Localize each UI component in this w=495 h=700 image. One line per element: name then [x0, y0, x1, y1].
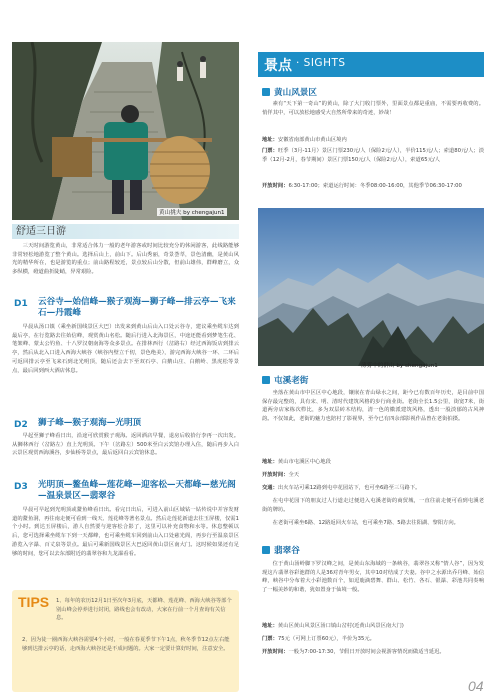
- sight-desc: 位于黄山汤岭脚下罗汉峰之间，是黄山东海域的一条峡谷，翡翠谷又称“情人谷”，因为发现这片翡翠谷彩池群的人是36对青年男女，其中10对结成了夫妻。谷中之水源出乔丹峰、始信峰，峡谷中分布着大小彩池数百个，如逗鹿滴碧舞、群山、松竹、各石、银瀑、彩池共同奏响了一幅美妙的和谐，犹如置身于仙境一般。: [262, 561, 484, 594]
- route-title: 狮子峰—猴子观海—光明顶: [38, 418, 142, 428]
- sights-banner-en: · SIGHTS: [296, 57, 346, 69]
- porter-photo: [12, 42, 239, 220]
- sight-title-text: 翡翠谷: [274, 546, 300, 556]
- sight-desc: 素有“天下第一奇山”的黄山，除了大门收门票外，里面景点都是重庙，不需要再收费的。悄佯其中，可以放松地感受大自然所带来的奇迹，妙哉！: [262, 101, 484, 116]
- mountains-photo: [258, 208, 484, 366]
- sight-field: 地址：黄山区黄山风景区汤口镇山岔村(近黄山风景区南大门): [262, 623, 404, 629]
- camera-icon: [262, 546, 270, 554]
- sights-banner: [258, 52, 484, 77]
- route-day-label: D3: [14, 482, 28, 492]
- tips-box: [12, 590, 239, 692]
- route-day-1: [12, 297, 239, 407]
- sight-field: 开放时间：全天: [262, 472, 300, 478]
- sights-banner-cn: 景点: [264, 58, 292, 74]
- sight-field: 地址：黄山市屯溪区中心地段: [262, 459, 331, 465]
- sight-title-feicuigu: [262, 544, 300, 556]
- route-body: 早起至狮子峰看日出，沿途可欣赏猴子观海。返回酒店早餐，退房后收拾行李再一次出发。从狮林西行（岔路左）直上光明顶。下午（岔路左）500米至白云宾馆办理入住，随后再步入白云景区观赏西海溪谷，步仙桥等景点，最后返回白云宾馆休息。: [12, 433, 239, 457]
- tips-label: TIPS: [18, 594, 50, 610]
- route-day-label: D2: [14, 420, 28, 430]
- mountains-illustration: [258, 208, 484, 366]
- sight-title-text: 黄山风景区: [274, 88, 317, 98]
- camera-icon: [262, 88, 270, 96]
- sight-field: 门票：旺季（3月-11月）景区门票230元/人（保险2元/人），半价115元/人；索道80元/人；淡季（12月-2月，春节期间）景区门票150元/人（保险2元/人），索道65元/人: [262, 148, 484, 163]
- porter-photo-caption: 黄山挑夫 by chengajun1: [159, 210, 225, 216]
- sight-title-huangshan: [262, 86, 317, 98]
- porter-illustration: [12, 42, 239, 220]
- sight-title-tunxi: [262, 374, 308, 386]
- intro-paragraph: 三天时间游览黄山，非常适合体力一般的老年游客或时间比较充分的休闲游客，此线路能够非常轻松地游览了整个黄山。选择后山上，前山下。后山秀丽，奇景荟萃，景色清幽，是黄山风光的精华所在，也是游览的重点；前山路程较近，景点较后山分散，但前山雄伟，群峰磨立，众多纵横，磴道曲折陡峭，异常艰险。: [12, 243, 239, 276]
- route-day-2: [12, 418, 239, 478]
- route-body: 早晨可早起到光明顶或鳌鱼峰看日出。看完日出后，可进入前山区域钻一钻传说中并容发财道的鳌鱼洞，再往南走便可看到一线天、莲花峰等著名景点。然后走莲花新道去往玉屏楼，仅需1个小时。到达玉屏楼后，游人自然要与迎客松合影了，这里可以补充食物和水等。休息整顿以后，您可选择乘坐缆车下到一天都峰，也可乘坐缆车回到前山入口处慈光阁，再步行至温泉景区游览入字瀑、百丈泉等景点。最后可乘新国线景区大巴返回黄山景区南大门。这时候如果还有足够的时间，您可以去东部附近的翡翠谷和九龙瀑看看。: [12, 507, 239, 557]
- section-title: 舒适三日游: [12, 224, 239, 239]
- sight-field: 地址：安徽省南部黄山市黄山区境内: [262, 137, 347, 143]
- mountains-photo-caption: 薄雾中的群山 by chengajun1: [361, 363, 438, 369]
- sight-field: 开放时间：6:30-17:00；索道运行时间：冬季08:00-16:00，其他季节06:30-17:00: [262, 183, 462, 189]
- route-day-3: [12, 480, 239, 588]
- sight-field: 交通：出火车站可乘12路到屯中花园站下，也可坐6路至三马路下。: [262, 485, 421, 491]
- tip-item-1: 1、每年的农历12月1日至次年3月底，天都峰、莲花峰、西海大峡谷等部个别山峰会停养进行封闭，路线也会有改动，大家在行前一个月查询有关信息。: [56, 598, 232, 622]
- sight-field: 门票：75元（可网上订票60元），半价为35元。: [262, 636, 375, 642]
- sight-field: 开放时间：一般为7:00-17:30，节假日开放时间会视游客情况而做适当延迟。: [262, 649, 445, 655]
- route-title: 光明顶—鳌鱼峰—莲花峰—迎客松—天都峰—慈光阁—温泉景区—翡翠谷: [38, 480, 236, 501]
- tip-item-2: 2、因为徒一圈西海大峡谷需要4个小时，一般在春夏季节下午1点，秋冬季节12点左右能够到达排云亭的话，走西海大峡谷还是不成问题的。大家一定要计算好时间，注意安全。: [22, 637, 230, 652]
- page-number: 04: [468, 678, 484, 694]
- route-body: 早晨从汤口镇（乘坐新国线景区大巴）出发来到黄山后山入口处云谷寺，建议乘坐缆车达到最后亭，在行览路去往始信峰，观赏黄山名松。随后行进入北海景区，中途还能看到梦笔生花、笔架峰、蒙太公钓鱼、十八罗汉朝南海等众多景点。在排林西行（岔路右）经过西海饭店到排云亭，然后从北入口进入西海大峡谷（峡谷内壁立千仞，景色绝美），游完西海大峡谷一环、二环后可返回排云亭至飞来石到北光明顶，随后还会去下至双石亭、白鹅山庄、白鹅岭、黑虎松等景点，最后回到西大酒店休息。: [12, 324, 239, 374]
- sight-title-text: 屯溪老街: [274, 376, 309, 386]
- camera-icon: [262, 376, 270, 384]
- route-title: 云谷寺—始信峰—猴子观海—狮子峰—排云亭—飞来石—丹霞峰: [38, 297, 236, 318]
- route-day-label: D1: [14, 299, 28, 309]
- sight-extra: 在屯中花园下的朋友过人行道走过便进入屯溪老街的商贸城，一直往前走便可看到屯溪老街的牌坊。: [262, 498, 484, 513]
- sight-extra: 在老街可乘坐6路、12路返回火车站，也可乘坐7路、5路去往阳湖、黎阳方向。: [272, 520, 459, 526]
- sight-desc: 坐落在黄山市中区区中心地段，镶嵌在青山绿水之间，距今已有数百年历史，是目前中国保存最完整的，具有宋、明、清时代建筑风格的步行商业街。老街全长1.5公里，街宽7米，街道两旁店家栋次栉比，多为双层砖木结构，清一色的徽派建筑风格，透出一股淡郁的古风神韵。不仅如此，老街的魅力也陪衬了影视界，至今已有四余部影视作品曾在老街拍摄。: [262, 390, 484, 423]
